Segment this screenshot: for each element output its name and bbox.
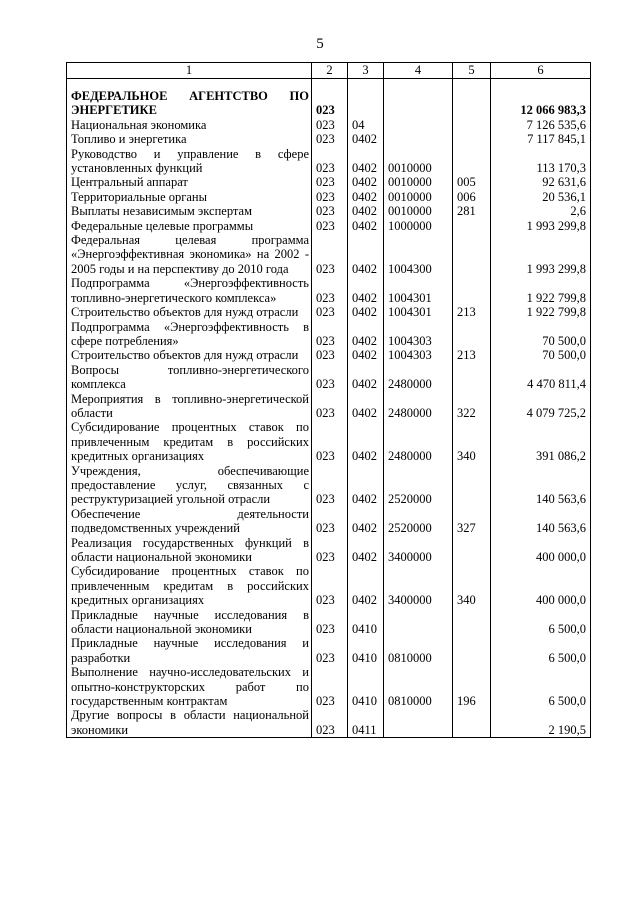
table-row bbox=[67, 363, 591, 392]
section-code-cell: 0411 bbox=[348, 708, 384, 737]
table-row bbox=[67, 507, 591, 536]
chapter-code-cell: 023 bbox=[312, 420, 348, 463]
chapter-code-cell: 023 bbox=[312, 392, 348, 421]
amount-cell: 92 631,6 bbox=[491, 175, 591, 189]
table-row bbox=[67, 118, 591, 132]
amount-cell: 1 993 299,8 bbox=[491, 233, 591, 276]
section-code-cell: 0402 bbox=[348, 233, 384, 276]
section-code-cell: 0402 bbox=[348, 175, 384, 189]
column-header: 2 bbox=[312, 63, 348, 79]
table-row bbox=[67, 536, 591, 565]
expense-type-cell: 327 bbox=[453, 507, 491, 536]
chapter-code-cell: 023 bbox=[312, 175, 348, 189]
row-name-cell: Территориальные органы bbox=[67, 190, 312, 204]
amount-cell: 12 066 983,3 bbox=[491, 79, 591, 118]
section-code-cell: 04 bbox=[348, 118, 384, 132]
chapter-code-cell: 023 bbox=[312, 190, 348, 204]
row-name-cell: Федеральные целевые программы bbox=[67, 219, 312, 233]
expense-type-cell bbox=[453, 708, 491, 737]
table-row bbox=[67, 392, 591, 421]
row-name-cell: Учреждения, обеспечивающие предоставление услуг, связанных с реструктуризацией угольной отрасли bbox=[67, 464, 312, 507]
target-item-cell: 0010000 bbox=[384, 175, 453, 189]
expense-type-cell: 005 bbox=[453, 175, 491, 189]
section-code-cell: 0402 bbox=[348, 420, 384, 463]
expense-type-cell bbox=[453, 219, 491, 233]
target-item-cell bbox=[384, 132, 453, 146]
expense-type-cell bbox=[453, 608, 491, 637]
column-header: 5 bbox=[453, 63, 491, 79]
target-item-cell: 1004300 bbox=[384, 233, 453, 276]
target-item-cell: 0810000 bbox=[384, 665, 453, 708]
amount-cell: 400 000,0 bbox=[491, 536, 591, 565]
expense-type-cell bbox=[453, 536, 491, 565]
expense-type-cell: 213 bbox=[453, 305, 491, 319]
amount-cell: 70 500,0 bbox=[491, 348, 591, 362]
column-header: 3 bbox=[348, 63, 384, 79]
section-code-cell: 0402 bbox=[348, 219, 384, 233]
expense-type-cell bbox=[453, 464, 491, 507]
expense-type-cell: 322 bbox=[453, 392, 491, 421]
table-row bbox=[67, 708, 591, 737]
target-item-cell: 1004301 bbox=[384, 305, 453, 319]
target-item-cell: 0810000 bbox=[384, 636, 453, 665]
section-code-cell: 0402 bbox=[348, 464, 384, 507]
expense-type-cell bbox=[453, 147, 491, 176]
row-name-cell: Субсидирование процентных ставок по привлеченным кредитам в российских кредитных организациях bbox=[67, 420, 312, 463]
chapter-code-cell: 023 bbox=[312, 536, 348, 565]
section-code-cell: 0402 bbox=[348, 348, 384, 362]
amount-cell: 1 993 299,8 bbox=[491, 219, 591, 233]
table-row bbox=[67, 464, 591, 507]
target-item-cell: 1004301 bbox=[384, 276, 453, 305]
table-row bbox=[67, 305, 591, 319]
chapter-code-cell: 023 bbox=[312, 348, 348, 362]
row-name-cell: Мероприятия в топливно-энергетической области bbox=[67, 392, 312, 421]
amount-cell: 20 536,1 bbox=[491, 190, 591, 204]
chapter-code-cell: 023 bbox=[312, 636, 348, 665]
table-row bbox=[67, 276, 591, 305]
amount-cell: 400 000,0 bbox=[491, 564, 591, 607]
target-item-cell: 2480000 bbox=[384, 363, 453, 392]
target-item-cell: 0010000 bbox=[384, 147, 453, 176]
amount-cell: 140 563,6 bbox=[491, 507, 591, 536]
expense-type-cell: 006 bbox=[453, 190, 491, 204]
section-code-cell: 0402 bbox=[348, 190, 384, 204]
row-name-cell: Подпрограмма «Энергоэффективность в сфере потребления» bbox=[67, 320, 312, 349]
target-item-cell: 1000000 bbox=[384, 219, 453, 233]
amount-cell: 6 500,0 bbox=[491, 608, 591, 637]
section-code-cell: 0402 bbox=[348, 564, 384, 607]
section-code-cell: 0402 bbox=[348, 132, 384, 146]
expense-type-cell: 213 bbox=[453, 348, 491, 362]
chapter-code-cell: 023 bbox=[312, 219, 348, 233]
chapter-code-cell: 023 bbox=[312, 708, 348, 737]
amount-cell: 1 922 799,8 bbox=[491, 276, 591, 305]
section-code-cell: 0402 bbox=[348, 204, 384, 218]
row-name-cell: Топливо и энергетика bbox=[67, 132, 312, 146]
expense-type-cell bbox=[453, 636, 491, 665]
expense-type-cell bbox=[453, 79, 491, 118]
table-row bbox=[67, 204, 591, 218]
row-name-cell: Подпрограмма «Энергоэффективность топливно-энергетического комплекса» bbox=[67, 276, 312, 305]
amount-cell: 2 190,5 bbox=[491, 708, 591, 737]
table-row bbox=[67, 564, 591, 607]
row-name-cell: Руководство и управление в сфере установленных функций bbox=[67, 147, 312, 176]
amount-cell: 140 563,6 bbox=[491, 464, 591, 507]
section-code-cell: 0402 bbox=[348, 392, 384, 421]
target-item-cell: 2520000 bbox=[384, 464, 453, 507]
section-code-cell: 0410 bbox=[348, 636, 384, 665]
target-item-cell: 0010000 bbox=[384, 204, 453, 218]
section-code-cell: 0410 bbox=[348, 665, 384, 708]
row-name-cell: Субсидирование процентных ставок по привлеченным кредитам в российских кредитных организациях bbox=[67, 564, 312, 607]
target-item-cell bbox=[384, 79, 453, 118]
section-code-cell: 0402 bbox=[348, 363, 384, 392]
budget-table bbox=[66, 62, 591, 738]
row-name-cell: Прикладные научные исследования и разработки bbox=[67, 636, 312, 665]
row-name-cell: Национальная экономика bbox=[67, 118, 312, 132]
target-item-cell: 1004303 bbox=[384, 348, 453, 362]
column-header: 1 bbox=[67, 63, 312, 79]
table-row bbox=[67, 132, 591, 146]
row-name-cell: Строительство объектов для нужд отрасли bbox=[67, 305, 312, 319]
row-name-cell: Центральный аппарат bbox=[67, 175, 312, 189]
amount-cell: 6 500,0 bbox=[491, 665, 591, 708]
row-name-cell: Федеральная целевая программа «Энергоэффективная экономика» на 2002 - 2005 годы и на перспективу до 2010 года bbox=[67, 233, 312, 276]
chapter-code-cell: 023 bbox=[312, 204, 348, 218]
row-name-cell: Реализация государственных функций в области национальной экономики bbox=[67, 536, 312, 565]
section-code-cell: 0402 bbox=[348, 276, 384, 305]
row-name-cell: Выплаты независимым экспертам bbox=[67, 204, 312, 218]
table-row bbox=[67, 420, 591, 463]
row-name-cell: Прикладные научные исследования в области национальной экономики bbox=[67, 608, 312, 637]
amount-cell: 4 079 725,2 bbox=[491, 392, 591, 421]
expense-type-cell bbox=[453, 233, 491, 276]
target-item-cell: 2480000 bbox=[384, 392, 453, 421]
target-item-cell: 3400000 bbox=[384, 564, 453, 607]
expense-type-cell bbox=[453, 118, 491, 132]
chapter-code-cell: 023 bbox=[312, 608, 348, 637]
amount-cell: 391 086,2 bbox=[491, 420, 591, 463]
amount-cell: 7 117 845,1 bbox=[491, 132, 591, 146]
expense-type-cell bbox=[453, 132, 491, 146]
table-row bbox=[67, 348, 591, 362]
amount-cell: 7 126 535,6 bbox=[491, 118, 591, 132]
column-number-row bbox=[67, 63, 591, 79]
table-row bbox=[67, 219, 591, 233]
table-row bbox=[67, 636, 591, 665]
row-name-cell: Вопросы топливно-энергетического комплекса bbox=[67, 363, 312, 392]
section-code-cell: 0402 bbox=[348, 536, 384, 565]
table-row bbox=[67, 175, 591, 189]
section-code-cell: 0402 bbox=[348, 507, 384, 536]
table-body bbox=[67, 79, 591, 738]
amount-cell: 70 500,0 bbox=[491, 320, 591, 349]
expense-type-cell bbox=[453, 276, 491, 305]
chapter-code-cell: 023 bbox=[312, 276, 348, 305]
table-row bbox=[67, 608, 591, 637]
row-name-cell: ФЕДЕРАЛЬНОЕ АГЕНТСТВО ПО ЭНЕРГЕТИКЕ bbox=[67, 79, 312, 118]
chapter-code-cell: 023 bbox=[312, 320, 348, 349]
target-item-cell: 1004303 bbox=[384, 320, 453, 349]
chapter-code-cell: 023 bbox=[312, 132, 348, 146]
amount-cell: 2,6 bbox=[491, 204, 591, 218]
table-row bbox=[67, 233, 591, 276]
target-item-cell: 2520000 bbox=[384, 507, 453, 536]
expense-type-cell: 281 bbox=[453, 204, 491, 218]
row-name-cell: Строительство объектов для нужд отрасли bbox=[67, 348, 312, 362]
page-number: 5 bbox=[316, 36, 324, 52]
table-row bbox=[67, 79, 591, 118]
column-header: 6 bbox=[491, 63, 591, 79]
target-item-cell bbox=[384, 118, 453, 132]
expense-type-cell: 340 bbox=[453, 564, 491, 607]
section-code-cell: 0410 bbox=[348, 608, 384, 637]
chapter-code-cell: 023 bbox=[312, 305, 348, 319]
table-row bbox=[67, 665, 591, 708]
expense-type-cell: 340 bbox=[453, 420, 491, 463]
amount-cell: 1 922 799,8 bbox=[491, 305, 591, 319]
chapter-code-cell: 023 bbox=[312, 147, 348, 176]
section-code-cell: 0402 bbox=[348, 305, 384, 319]
amount-cell: 113 170,3 bbox=[491, 147, 591, 176]
expense-type-cell bbox=[453, 363, 491, 392]
chapter-code-cell: 023 bbox=[312, 118, 348, 132]
expense-type-cell bbox=[453, 320, 491, 349]
row-name-cell: Другие вопросы в области национальной экономики bbox=[67, 708, 312, 737]
section-code-cell: 0402 bbox=[348, 320, 384, 349]
target-item-cell bbox=[384, 708, 453, 737]
target-item-cell bbox=[384, 608, 453, 637]
target-item-cell: 3400000 bbox=[384, 536, 453, 565]
chapter-code-cell: 023 bbox=[312, 564, 348, 607]
chapter-code-cell: 023 bbox=[312, 79, 348, 118]
target-item-cell: 2480000 bbox=[384, 420, 453, 463]
expense-type-cell: 196 bbox=[453, 665, 491, 708]
chapter-code-cell: 023 bbox=[312, 233, 348, 276]
chapter-code-cell: 023 bbox=[312, 507, 348, 536]
chapter-code-cell: 023 bbox=[312, 363, 348, 392]
chapter-code-cell: 023 bbox=[312, 665, 348, 708]
table-row bbox=[67, 147, 591, 176]
table-row bbox=[67, 320, 591, 349]
target-item-cell: 0010000 bbox=[384, 190, 453, 204]
section-code-cell bbox=[348, 79, 384, 118]
column-header: 4 bbox=[384, 63, 453, 79]
section-code-cell: 0402 bbox=[348, 147, 384, 176]
row-name-cell: Обеспечение деятельности подведомственных учреждений bbox=[67, 507, 312, 536]
amount-cell: 6 500,0 bbox=[491, 636, 591, 665]
amount-cell: 4 470 811,4 bbox=[491, 363, 591, 392]
table-row bbox=[67, 190, 591, 204]
row-name-cell: Выполнение научно-исследовательских и опытно-конструкторских работ по государственным контрактам bbox=[67, 665, 312, 708]
chapter-code-cell: 023 bbox=[312, 464, 348, 507]
